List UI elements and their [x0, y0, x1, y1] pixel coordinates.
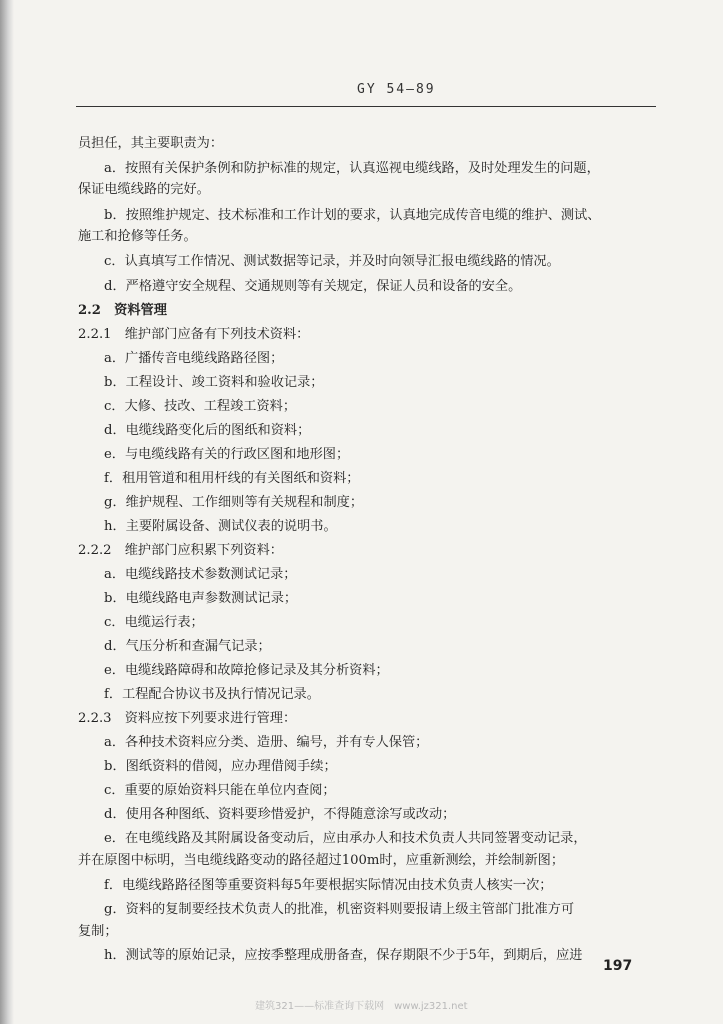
page-number: 197: [603, 958, 633, 974]
standard-code: GY 54—89: [357, 82, 436, 97]
watermark: 建筑321——标准查询下载网 www.jz321.net: [255, 1001, 468, 1012]
header-rule: [76, 106, 656, 107]
list-item: f．电缆线路路径图等重要资料每5年要根据实际情况由技术负责人核实一次；: [104, 878, 553, 893]
text-line: 施工和抢修等任务。: [78, 229, 197, 244]
list-item: a．广播传音电缆线路路径图；: [104, 351, 284, 366]
text-line: 员担任，其主要职责为：: [78, 136, 224, 151]
list-item: c．大修、技改、工程竣工资料；: [104, 399, 297, 414]
list-item: e．在电缆线路及其附属设备变动后，应由承办人和技术负责人共同签署变动记录，: [104, 831, 587, 846]
list-item: a．各种技术资料应分类、造册、编号，并有专人保管；: [104, 735, 429, 750]
list-item: b．工程设计、竣工资料和验收记录；: [104, 375, 324, 390]
list-item: d．使用各种图纸、资料要珍惜爱护，不得随意涂写或改动；: [104, 807, 456, 822]
list-item: d．电缆线路变化后的图纸和资料；: [104, 423, 311, 438]
list-item: a．电缆线路技术参数测试记录；: [104, 567, 297, 582]
list-item: h．测试等的原始记录，应按季整理成册备查，保存期限不少于5年，到期后，应进: [104, 948, 583, 963]
list-item: d．气压分析和查漏气记录；: [104, 639, 271, 654]
text-line: 并在原图中标明，当电缆线路变动的路径超过100m时，应重新测绘，并绘制新图；: [78, 853, 565, 868]
subsection-heading: 2.2.3 资料应按下列要求进行管理：: [78, 711, 297, 726]
text-line: d．严格遵守安全规程、交通规则等有关规定，保证人员和设备的安全。: [104, 279, 522, 294]
list-item: e．与电缆线路有关的行政区图和地形图；: [104, 447, 350, 462]
text-line: b．按照维护规定、技术标准和工作计划的要求，认真地完成传音电缆的维护、测试、: [104, 208, 601, 223]
text-line: a．按照有关保护条例和防护标准的规定，认真巡视电缆线路，及时处理发生的问题，: [104, 161, 600, 176]
scan-edge-shadow: [0, 0, 14, 1024]
text-line: c．认真填写工作情况、测试数据等记录，并及时向领导汇报电缆线路的情况。: [104, 254, 560, 269]
text-line: 复制；: [78, 924, 118, 939]
list-item: f．工程配合协议书及执行情况记录。: [104, 687, 320, 702]
list-item: e．电缆线路障碍和故障抢修记录及其分析资料；: [104, 663, 389, 678]
list-item: f．租用管道和租用杆线的有关图纸和资料；: [104, 471, 360, 486]
list-item: g．维护规程、工作细则等有关规程和制度；: [104, 495, 364, 510]
section-heading: 2.2 资料管理: [78, 303, 167, 318]
text-line: 保证电缆线路的完好。: [78, 182, 210, 197]
list-item: c．电缆运行表；: [104, 615, 204, 630]
subsection-heading: 2.2.2 维护部门应积累下列资料：: [78, 543, 283, 558]
list-item: g．资料的复制要经技术负责人的批准，机密资料则要报请上级主管部门批准方可: [104, 902, 575, 917]
subsection-heading: 2.2.1 维护部门应备有下列技术资料：: [78, 327, 310, 342]
list-item: c．重要的原始资料只能在单位内查阅；: [104, 783, 336, 798]
list-item: b．电缆线路电声参数测试记录；: [104, 591, 298, 606]
list-item: h．主要附属设备、测试仪表的说明书。: [104, 519, 337, 534]
list-item: b．图纸资料的借阅，应办理借阅手续；: [104, 759, 337, 774]
